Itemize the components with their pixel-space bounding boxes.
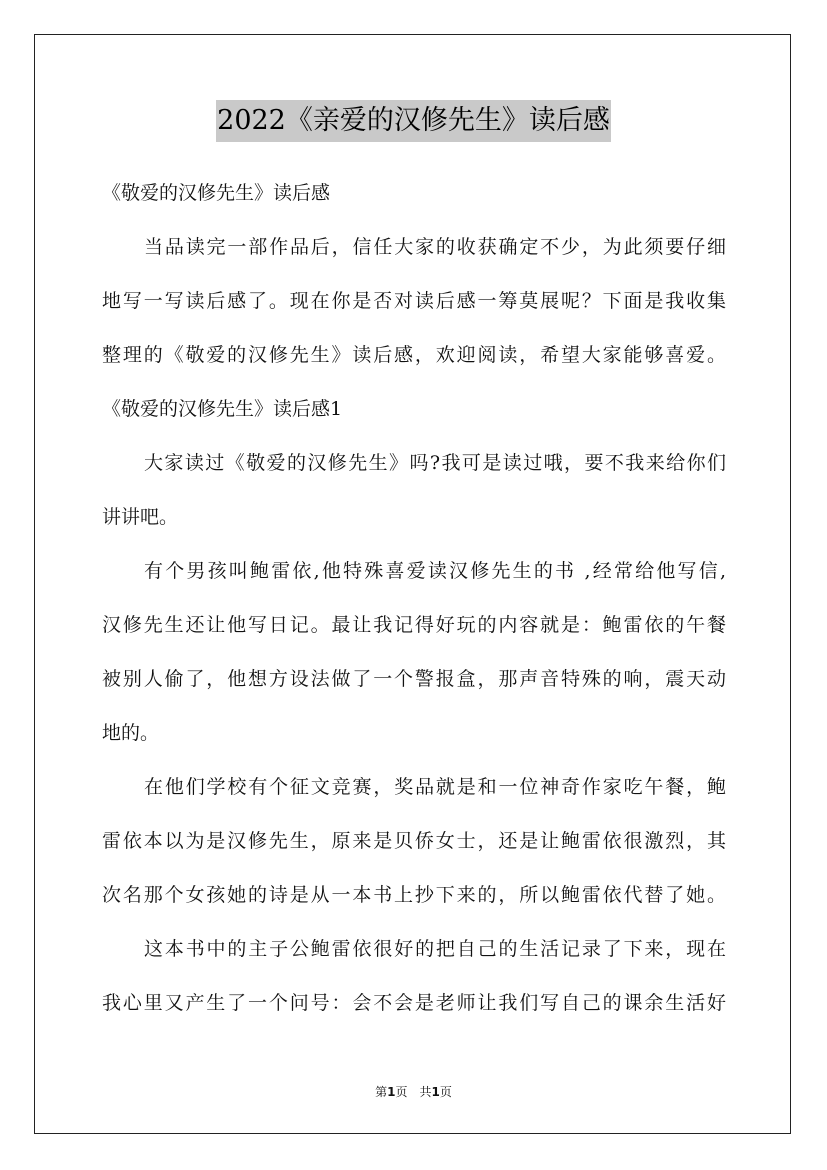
page-footer — [0, 1083, 827, 1100]
text-line: 我心里又产生了一个问号：会不会是老师让我们写自己的课余生活好 — [102, 992, 726, 1014]
document-title: 2022《亲爱的汉修先生》读后感 — [216, 100, 611, 142]
text-line: 次名那个女孩她的诗是从一本书上抄下来的，所以鲍雷依代替了她。 — [102, 884, 726, 906]
text-line: 有个男孩叫鲍雷依,他特殊喜爱读汉修先生的书 ,经常给他写信, — [144, 560, 726, 582]
text-line: 讲讲吧。 — [102, 506, 179, 528]
text-line: 这本书中的主子公鲍雷依很好的把自己的生活记录了下来，现在 — [144, 938, 726, 960]
title-container — [0, 100, 827, 142]
footer-page-number: 1 — [387, 1085, 396, 1099]
text-line: 地写一写读后感了。现在你是否对读后感一筹莫展呢？下面是我收集 — [102, 290, 726, 312]
text-line: 《敬爱的汉修先生》读后感1 — [102, 398, 343, 420]
footer-total-pages: 1 — [431, 1085, 440, 1099]
footer-suffix: 页 — [439, 1085, 452, 1099]
text-line: 大家读过《敬爱的汉修先生》吗?我可是读过哦，要不我来给你们 — [144, 452, 726, 474]
text-line: 整理的《敬爱的汉修先生》读后感，欢迎阅读，希望大家能够喜爱。 — [102, 344, 726, 366]
text-line: 在他们学校有个征文竞赛，奖品就是和一位神奇作家吃午餐，鲍 — [144, 776, 726, 798]
text-line: 汉修先生还让他写日记。最让我记得好玩的内容就是：鲍雷依的午餐 — [102, 614, 726, 636]
document-body — [102, 166, 726, 1030]
text-line: 被别人偷了，他想方设法做了一个警报盒，那声音特殊的响，震天动 — [102, 668, 726, 690]
footer-mid: 页 共 — [395, 1085, 432, 1099]
text-line: 当品读完一部作品后，信任大家的收获确定不少，为此须要仔细 — [144, 236, 726, 258]
footer-prefix: 第 — [375, 1085, 388, 1099]
text-line: 《敬爱的汉修先生》读后感 — [102, 182, 331, 204]
text-line: 雷依本以为是汉修先生，原来是贝侨女士，还是让鲍雷依很激烈，其 — [102, 830, 726, 852]
text-line: 地的。 — [102, 722, 160, 744]
